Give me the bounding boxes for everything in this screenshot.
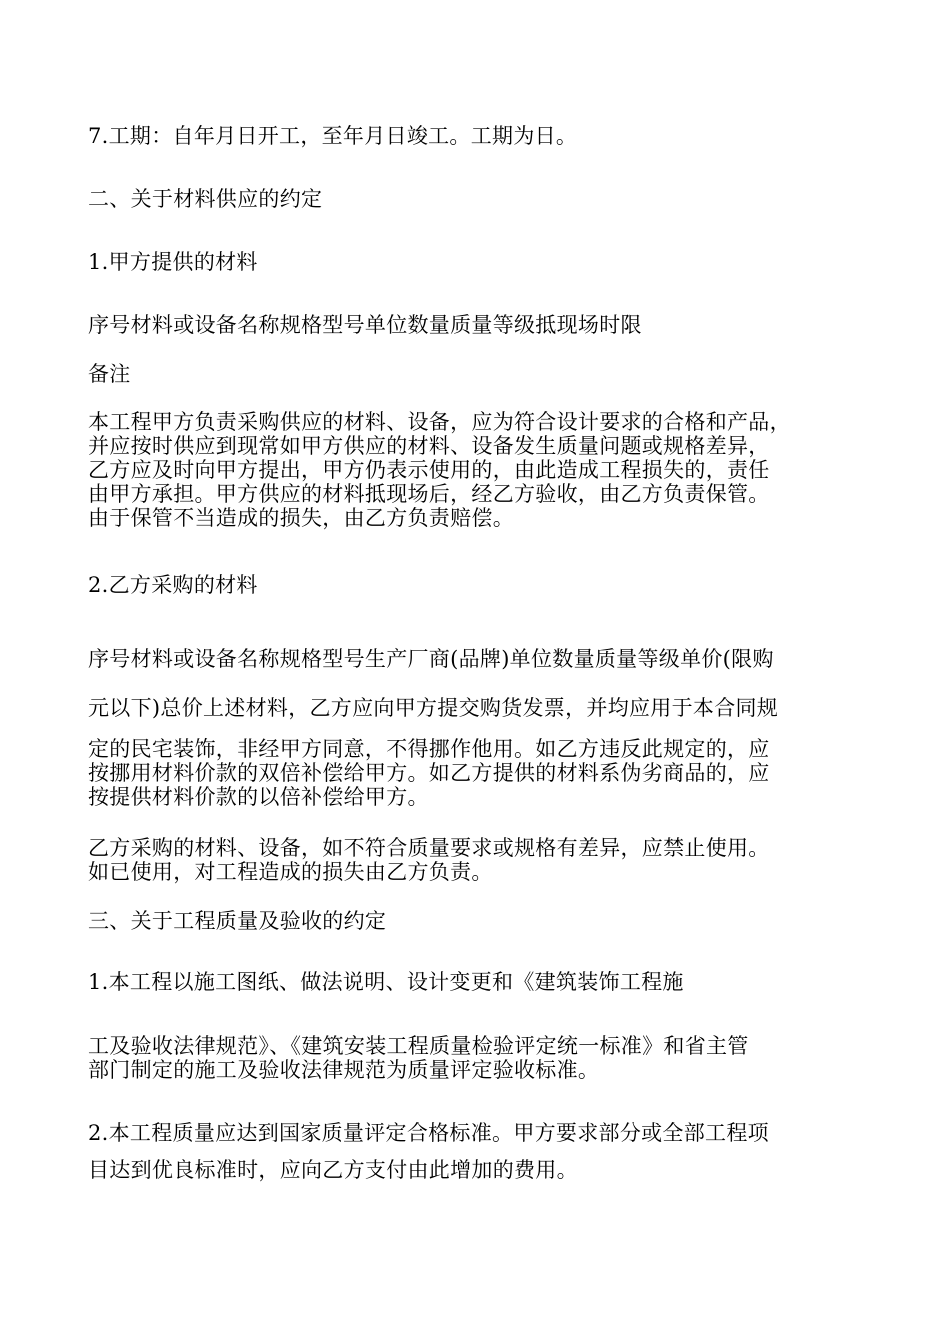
table-2-header-line-2: 元以下)总价上述材料，乙方应向甲方提交购货发票，并均应用于本合同规 xyxy=(88,696,779,720)
quality-item-1-line-2: 工及验收法律规范》、《建筑安装工程质量检验评定统一标准》和省主管 部门制定的施工及验收法律规范为质量评定验收标准。 xyxy=(88,1034,749,1082)
quality-item-2-line-2: 目达到优良标准时，应向乙方支付由此增加的费用。 xyxy=(88,1158,578,1182)
section-2-heading: 二、关于材料供应的约定 xyxy=(88,187,323,211)
table-2-header-line-1: 序号材料或设备名称规格型号生产厂商(品牌)单位数量质量等级单价(限购 xyxy=(88,647,774,671)
quality-item-2-line-1: 2.本工程质量应达到国家质量评定合格标准。甲方要求部分或全部工程项 xyxy=(88,1121,769,1145)
table-header-line-1: 序号材料或设备名称规格型号单位数量质量等级抵现场时限 xyxy=(88,313,642,337)
clause-7-construction-period: 7.工期：自年月日开工，至年月日竣工。工期为日。 xyxy=(88,124,578,148)
table-header-line-2: 备注 xyxy=(88,362,131,386)
item-1-heading: 1.甲方提供的材料 xyxy=(88,250,258,274)
party-b-quality-paragraph: 乙方采购的材料、设备，如不符合质量要求或规格有差异，应禁止使用。 如已使用，对工程造成的损失由乙方负责。 xyxy=(88,836,770,884)
section-3-heading: 三、关于工程质量及验收的约定 xyxy=(88,909,387,933)
item-2-heading: 2.乙方采购的材料 xyxy=(88,573,258,597)
party-b-materials-paragraph: 定的民宅装饰，非经甲方同意，不得挪作他用。如乙方违反此规定的，应 按挪用材料价款的双倍补偿给甲方。如乙方提供的材料系伪劣商品的，应 按提供材料价款的以倍补偿给甲方。 xyxy=(88,737,770,809)
party-a-materials-paragraph: 本工程甲方负责采购供应的材料、设备，应为符合设计要求的合格和产品， 并应按时供应到现常如甲方供应的材料、设备发生质量问题或规格差异， 乙方应及时向甲方提出，甲方仍表示使用的，由此造成工程损失的，责任 由甲方承担。甲方供应的材料抵现场后，经乙方验收，由乙方负责保管。 由于保管不当造成的损失，由乙方负责赔偿。 xyxy=(88,410,791,530)
quality-item-1-line-1: 1.本工程以施工图纸、做法说明、设计变更和《建筑装饰工程施 xyxy=(88,970,684,994)
